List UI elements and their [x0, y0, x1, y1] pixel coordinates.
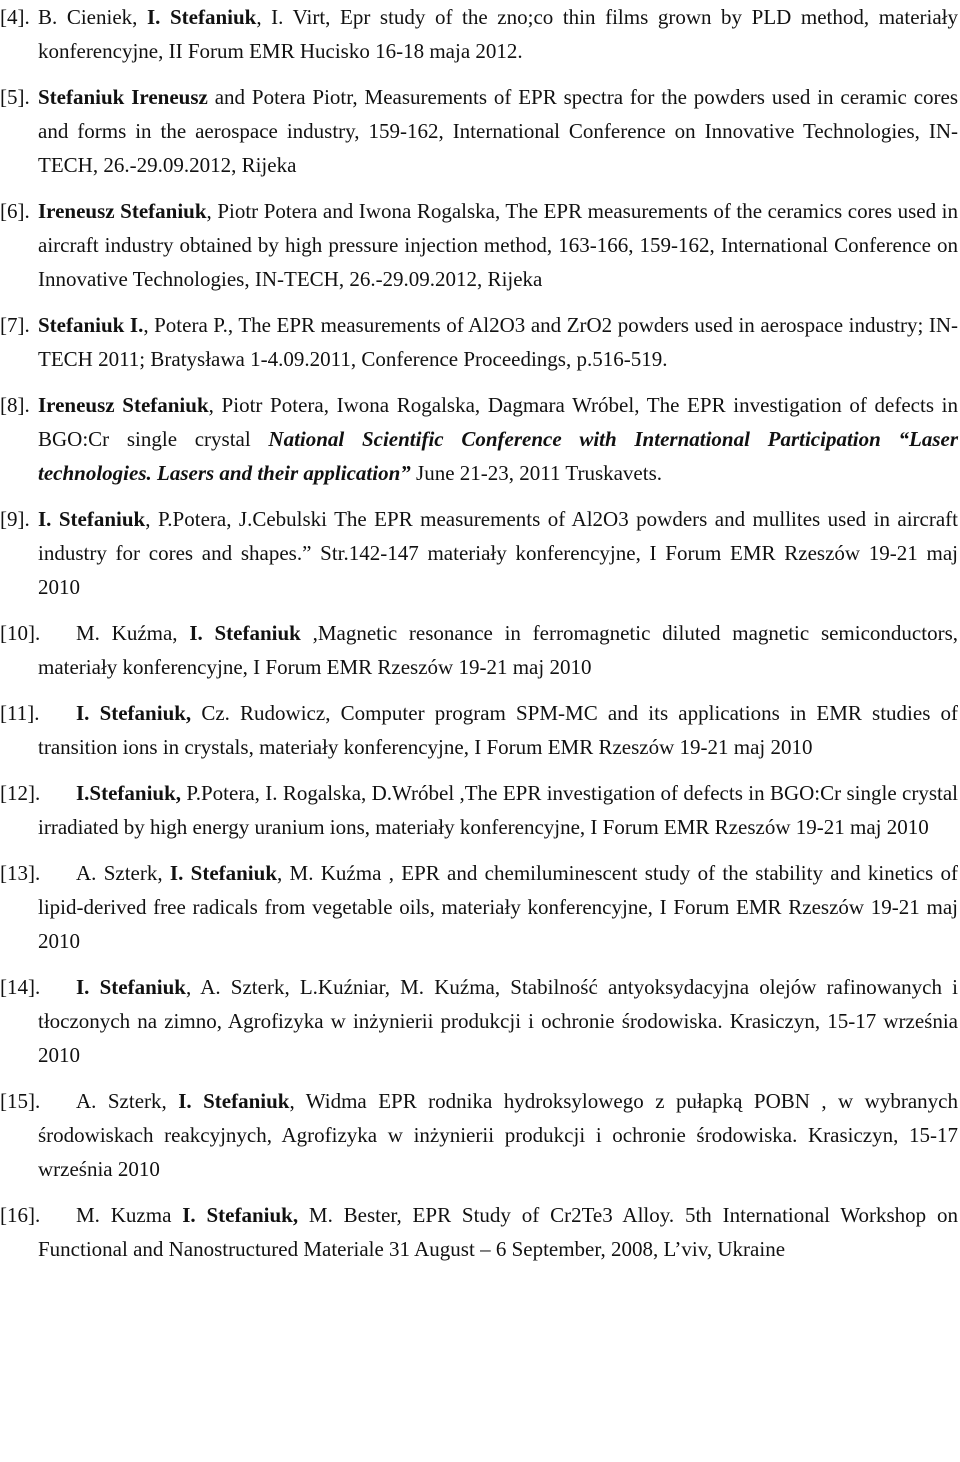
citation-text: M. Bester, EPR Study of Cr2Te3 Alloy. 5th International Workshop on Functional and Nanostructured Materiale 31 August – 6 September, 2008, L’viv, Ukraine	[38, 1203, 958, 1261]
reference-item	[0, 856, 958, 958]
reference-item	[0, 80, 958, 182]
reference-text	[38, 861, 958, 953]
reference-number: [16].	[0, 1203, 41, 1227]
author-highlight: I. Stefaniuk	[76, 975, 186, 999]
reference-number: [14].	[0, 975, 41, 999]
reference-number: [15].	[0, 1089, 41, 1113]
author-highlight: I. Stefaniuk	[38, 507, 146, 531]
citation-text: Cz. Rudowicz, Computer program SPM-MC and its applications in EMR studies of transition ions in crystals, materiały konferencyjne, I Forum EMR Rzeszów 19-21 maj 2010	[38, 701, 959, 759]
author-highlight: I. Stefaniuk	[146, 5, 257, 29]
reference-item	[0, 970, 958, 1072]
reference-text	[38, 388, 958, 490]
citation-text: A. Szterk,	[76, 1089, 179, 1113]
reference-text	[38, 621, 958, 679]
reference-number: [11].	[0, 701, 40, 725]
reference-number: [4].	[0, 5, 30, 29]
reference-number: [8].	[0, 393, 30, 417]
citation-text: A. Szterk,	[76, 861, 170, 885]
reference-text	[38, 1089, 958, 1181]
citation-text: ,Magnetic resonance in ferromagnetic diluted magnetic semiconductors, materiały konferencyjne, I Forum EMR Rzeszów 19-21 maj 2010	[38, 621, 958, 679]
author-highlight: I. Stefaniuk,	[182, 1203, 299, 1227]
reference-text	[38, 502, 958, 604]
reference-text	[38, 701, 958, 759]
citation-text: , Potera P.	[143, 313, 228, 337]
author-highlight: I. Stefaniuk	[178, 1089, 290, 1113]
citation-text: , M. Kuźma , EPR and chemiluminescent study of the stability and kinetics of lipid-derived free radicals from vegetable oils, materiały konferencyjne, I Forum EMR Rzeszów 19-21 maj 2010	[38, 861, 958, 953]
reference-item	[0, 776, 958, 844]
reference-item	[0, 194, 958, 296]
citation-text: M. Kuźma,	[76, 621, 190, 645]
citation-text: , Widma EPR rodnika hydroksylowego z pułapką POBN , w wybranych środowiskach reakcyjnych, Agrofizyka w inżynierii produkcji i ochronie środowiska. Krasiczyn, 15-17 września 2010	[38, 1089, 958, 1181]
citation-text: , Piotr Potera, Iwona Rogalska, Dagmara Wróbel, The EPR investigation of defects in BGO:Cr single crystal	[38, 393, 959, 451]
author-highlight: Stefaniuk Ireneusz	[38, 85, 208, 109]
reference-text	[38, 1203, 958, 1261]
reference-number: [9].	[0, 507, 30, 531]
author-highlight: I. Stefaniuk	[189, 621, 301, 645]
reference-text	[38, 975, 958, 1067]
author-highlight: Ireneusz Stefaniuk	[38, 393, 209, 417]
citation-text: M. Kuzma	[76, 1203, 183, 1227]
reference-item	[0, 308, 958, 376]
reference-item	[0, 616, 958, 684]
reference-number: [7].	[0, 313, 30, 337]
reference-text	[38, 308, 958, 376]
reference-text	[38, 80, 958, 182]
reference-text	[38, 0, 958, 68]
reference-item	[0, 696, 958, 764]
author-highlight: Ireneusz Stefaniuk	[38, 199, 207, 223]
citation-text: P.Potera, I. Rogalska, D.Wróbel ,The EPR investigation of defects in BGO:Cr single crystal irradiated by high energy uranium ions, materiały konferencyjne, I Forum EMR Rzeszów 19-21 maj 2010	[38, 781, 958, 839]
reference-number: [5].	[0, 85, 30, 109]
reference-item	[0, 0, 958, 68]
reference-number: [12].	[0, 781, 41, 805]
author-highlight: I. Stefaniuk	[169, 861, 277, 885]
citation-text: and Potera Piotr, Measurements of EPR spectra for the powders used in ceramic cores and forms in the aerospace industry, 159-162, International Conference on Innovative Technologies, IN-TECH, 26.-29.09.2012, Rijeka	[38, 85, 959, 177]
author-highlight: Stefaniuk I.	[38, 313, 144, 337]
citation-text: , Piotr Potera and Iwona Rogalska, The EPR measurements of the ceramics cores used in aircraft industry obtained by high pressure injection method, 163-166, 159-162, International Conference on Innovative Technologies, IN-TECH, 26.-29.09.2012, Rijeka	[38, 199, 958, 291]
reference-item	[0, 1198, 958, 1266]
author-highlight: I. Stefaniuk,	[76, 701, 192, 725]
reference-item	[0, 388, 958, 490]
reference-number: [6].	[0, 199, 30, 223]
citation-text: , A. Szterk, L.Kuźniar, M. Kuźma, Stabilność antyoksydacyjna olejów rafinowanych i tłoczonych na zimno, Agrofizyka w inżynierii produkcji i ochronie środowiska. Krasiczyn, 15-17 września 2010	[38, 975, 959, 1067]
conference-title: National Scientific Conference with International Participation “Laser technologies. Lasers and their application”	[38, 427, 958, 485]
citation-text: B. Cieniek,	[38, 5, 147, 29]
citation-text: June 21-23, 2011 Truskavets.	[410, 461, 663, 485]
reference-text	[38, 781, 958, 839]
reference-text	[38, 194, 958, 296]
citation-text: , The EPR measurements of Al2O3 and ZrO2 powders used in aerospace industry; IN-TECH 2011; Bratysława 1-4.09.2011, Conference Proceedings, p.516-519.	[38, 313, 959, 371]
citation-text: , P.Potera, J.Cebulski The EPR measurements of Al2O3 powders and mullites used in aircraft industry for cores and shapes.” Str.142-147 materiały konferencyjne, I Forum EMR Rzeszów 19-21 maj 2010	[38, 507, 959, 599]
reference-item	[0, 502, 958, 604]
reference-number: [10].	[0, 621, 41, 645]
reference-item	[0, 1084, 958, 1186]
citation-text: , I. Virt, Epr study of the zno;co thin films grown by PLD method, materiały konferencyjne, II Forum EMR Hucisko 16-18 maja 2012.	[38, 5, 958, 63]
reference-number: [13].	[0, 861, 41, 885]
author-highlight: I.Stefaniuk,	[76, 781, 182, 805]
